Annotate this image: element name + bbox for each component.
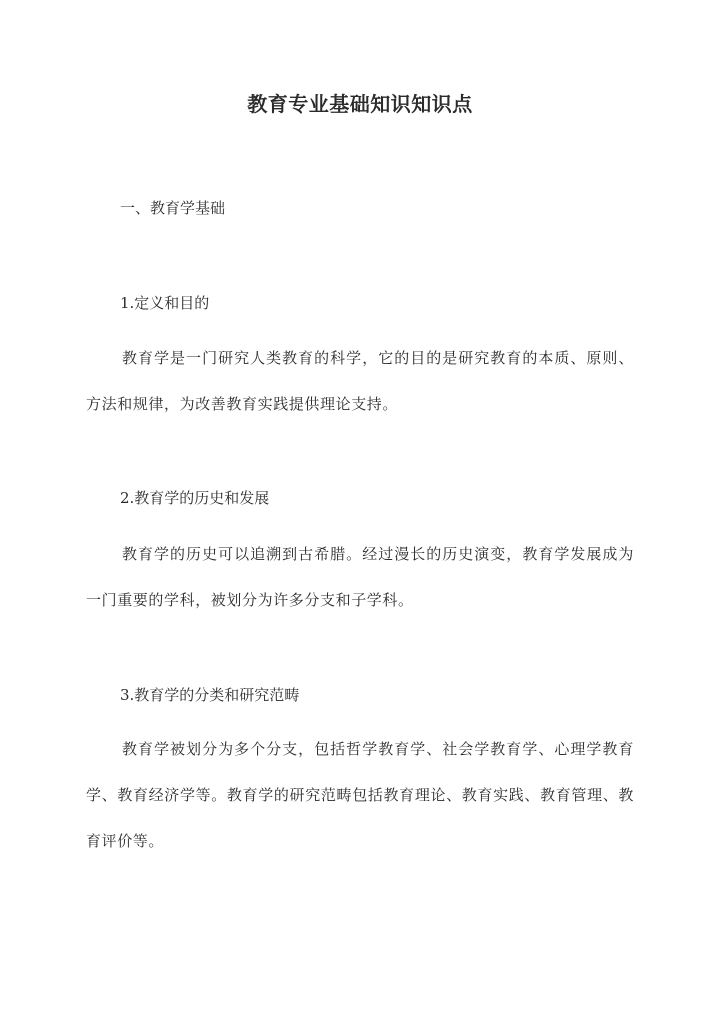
subsection-paragraph-3: 教育学被划分为多个分支，包括哲学教育学、社会学教育学、心理学教育学、教育经济学等。教育学的研究范畴包括教育理论、教育实践、教育管理、教育评价等。 [86,740,634,850]
subsection-paragraph-2: 教育学的历史可以追溯到古希腊。经过漫长的历史演变，教育学发展成为一门重要的学科，被划分为许多分支和子学科。 [86,545,634,609]
subsection-paragraph-1: 教育学是一门研究人类教育的科学，它的目的是研究教育的本质、原则、方法和规律，为改善教育实践提供理论支持。 [86,349,634,413]
subsection-heading-2: 2.教育学的历史和发展 [120,489,270,507]
subsection-heading-3: 3.教育学的分类和研究范畴 [120,686,300,704]
subsection-heading-1: 1.定义和目的 [120,294,210,312]
section-heading: 一、教育学基础 [120,199,226,217]
document-title: 教育专业基础知识知识点 [247,92,473,116]
